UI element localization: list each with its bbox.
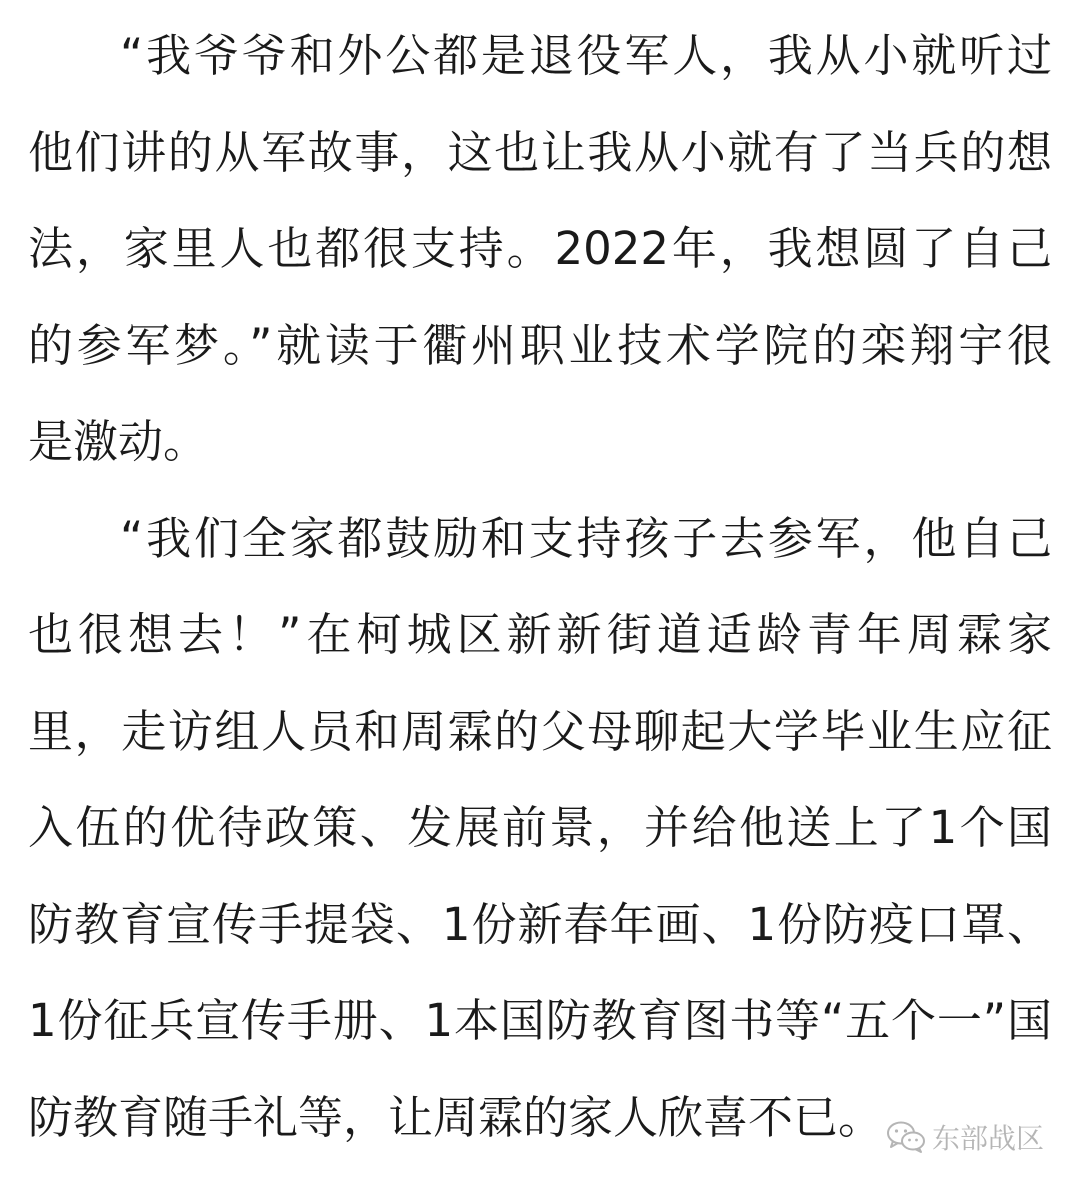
wechat-icon xyxy=(886,1120,926,1154)
watermark xyxy=(886,1117,1044,1157)
text-line: 是激动。 xyxy=(28,415,209,468)
text-line: 入伍的优待政策、发展前景，并给他送上了1个国 xyxy=(28,801,1052,854)
text-line: 法，家里人也都很支持。2022年，我想圆了自己 xyxy=(28,222,1052,275)
text-line: 里，走访组人员和周霖的父母聊起大学毕业生应征 xyxy=(28,704,1052,758)
paragraph-1 xyxy=(28,8,1052,491)
text-line: 他们讲的从军故事，这也让我从小就有了当兵的想 xyxy=(28,125,1052,179)
text-line: “我爷爷和外公都是退役军人，我从小就听过 xyxy=(120,29,1052,82)
text-line: “我们全家都鼓励和支持孩子去参军，他自己 xyxy=(120,511,1052,565)
text-line: 防教育随手礼等，让周霖的家人欣喜不已。 xyxy=(28,1090,884,1144)
watermark-text: 东部战区 xyxy=(931,1122,1044,1155)
text-line: 防教育宣传手提袋、1份新春年画、1份防疫口罩、 xyxy=(28,897,1052,951)
paragraph-2 xyxy=(28,491,1052,1167)
article-body xyxy=(28,8,1052,1166)
text-line: 也很想去！”在柯城区新新街道适龄青年周霖家 xyxy=(28,608,1052,661)
text-line: 的参军梦。”就读于衢州职业技术学院的栾翔宇很 xyxy=(28,318,1052,372)
text-line: 1份征兵宣传手册、1本国防教育图书等“五个一”国 xyxy=(28,994,1052,1047)
